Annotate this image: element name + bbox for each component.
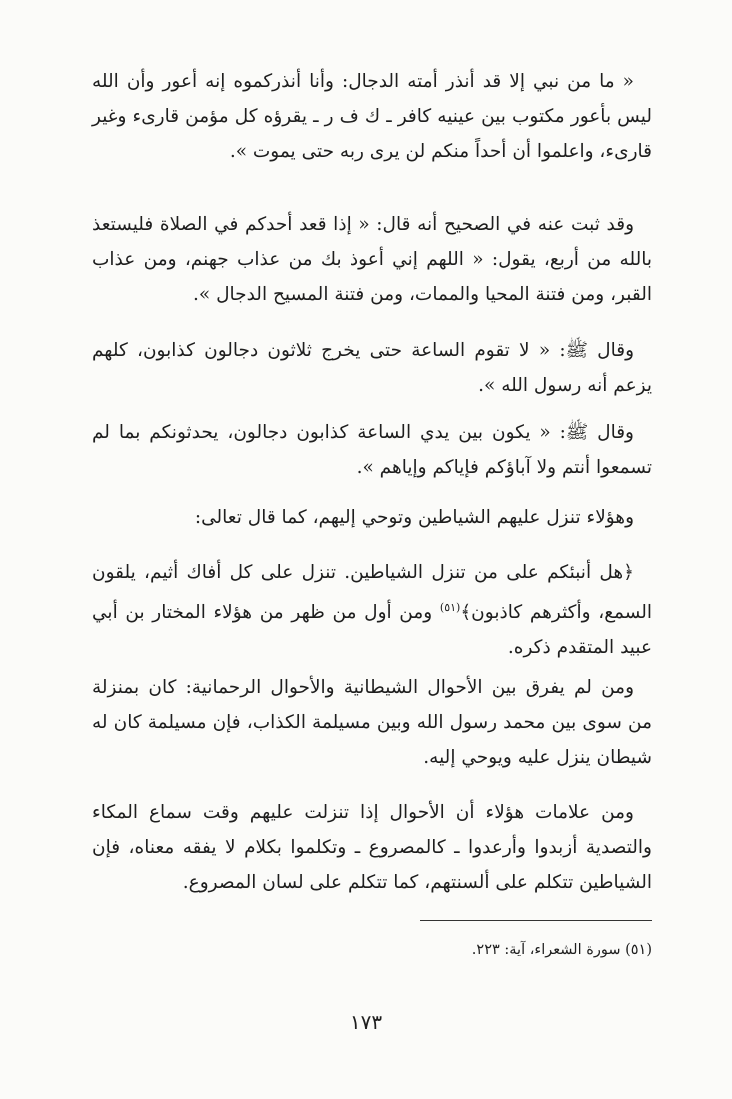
footnote: (٥١) سورة الشعراء، آية: ٢٢٣. (471, 942, 652, 958)
paragraph-signs (92, 795, 652, 900)
paragraph-ahwal (92, 670, 652, 775)
verse-continuation: ومن أول من ظهر من هؤلاء المختار بن أبي عبيد المتقدم ذكره. (92, 602, 652, 659)
paragraph-text: ومن لم يفرق بين الأحوال الشيطانية والأحوال الرحمانية: كان بمنزلة من سوى بين محمد رسول الله وبين مسيلمة الكذاب، فإن مسيلمة كان له شيطان ينزل عليه ويوحي إليه. (92, 677, 652, 768)
paragraph-liars-before-hour (92, 415, 652, 485)
paragraph-quran-verse (92, 555, 652, 665)
quran-verse: ﴿هل أنبئكم على من تنزل الشياطين. تنزل على كل أفاك أثيم، يلقون السمع، وأكثرهم كاذبون﴾ (92, 562, 653, 624)
page-number: ١٧٣ (349, 1010, 383, 1034)
paragraph-text: « ما من نبي إلا قد أنذر أمته الدجال: وأنا أنذركموه إنه أعور وأن الله ليس بأعور مكتوب بين عينيه كافر ـ ك ف ر ـ يقرؤه كل مؤمن قارىء وغير قارىء، واعلموا أن أحداً منكم لن يرى ربه حتى يموت ». (92, 71, 652, 162)
paragraph-isti-adha (92, 207, 652, 312)
paragraph-text: وهؤلاء تنزل عليهم الشياطين وتوحي إليهم، كما قال تعالى: (194, 507, 634, 528)
paragraph-shayatin-intro (92, 500, 652, 535)
footnote-marker: (٥١) (439, 601, 461, 614)
paragraph-text: ومن علامات هؤلاء أن الأحوال إذا تنزلت عليهم وقت سماع المكاء والتصدية أزبدوا وأرعدوا ـ كالمصروع ـ وتكلموا بكلام لا يفقه معناه، فإن الشياطين تتكلم على ألسنتهم، كما تتكلم على لسان المصروع. (92, 802, 652, 893)
verse-paragraph (92, 555, 652, 665)
paragraph-text: وقال ﷺ: « لا تقوم الساعة حتى يخرج ثلاثون دجالون كذابون، كلهم يزعم أنه رسول الله ». (92, 340, 652, 396)
paragraph-text: وقد ثبت عنه في الصحيح أنه قال: « إذا قعد أحدكم في الصلاة فليستعذ بالله من أربع، يقول: « اللهم إني أعوذ بك من عذاب جهنم، ومن عذاب القبر، ومن فتنة المحيا والممات، ومن فتنة المسيح الدجال ». (92, 214, 652, 305)
paragraph-hadith-dajjal (92, 64, 652, 169)
paragraph-text: وقال ﷺ: « يكون بين يدي الساعة كذابون دجالون، يحدثونكم بما لم تسمعوا أنتم ولا آباؤكم فإياكم وإياهم ». (92, 422, 652, 478)
paragraph-thirty-dajjals (92, 333, 652, 403)
footnote-divider (420, 920, 652, 921)
